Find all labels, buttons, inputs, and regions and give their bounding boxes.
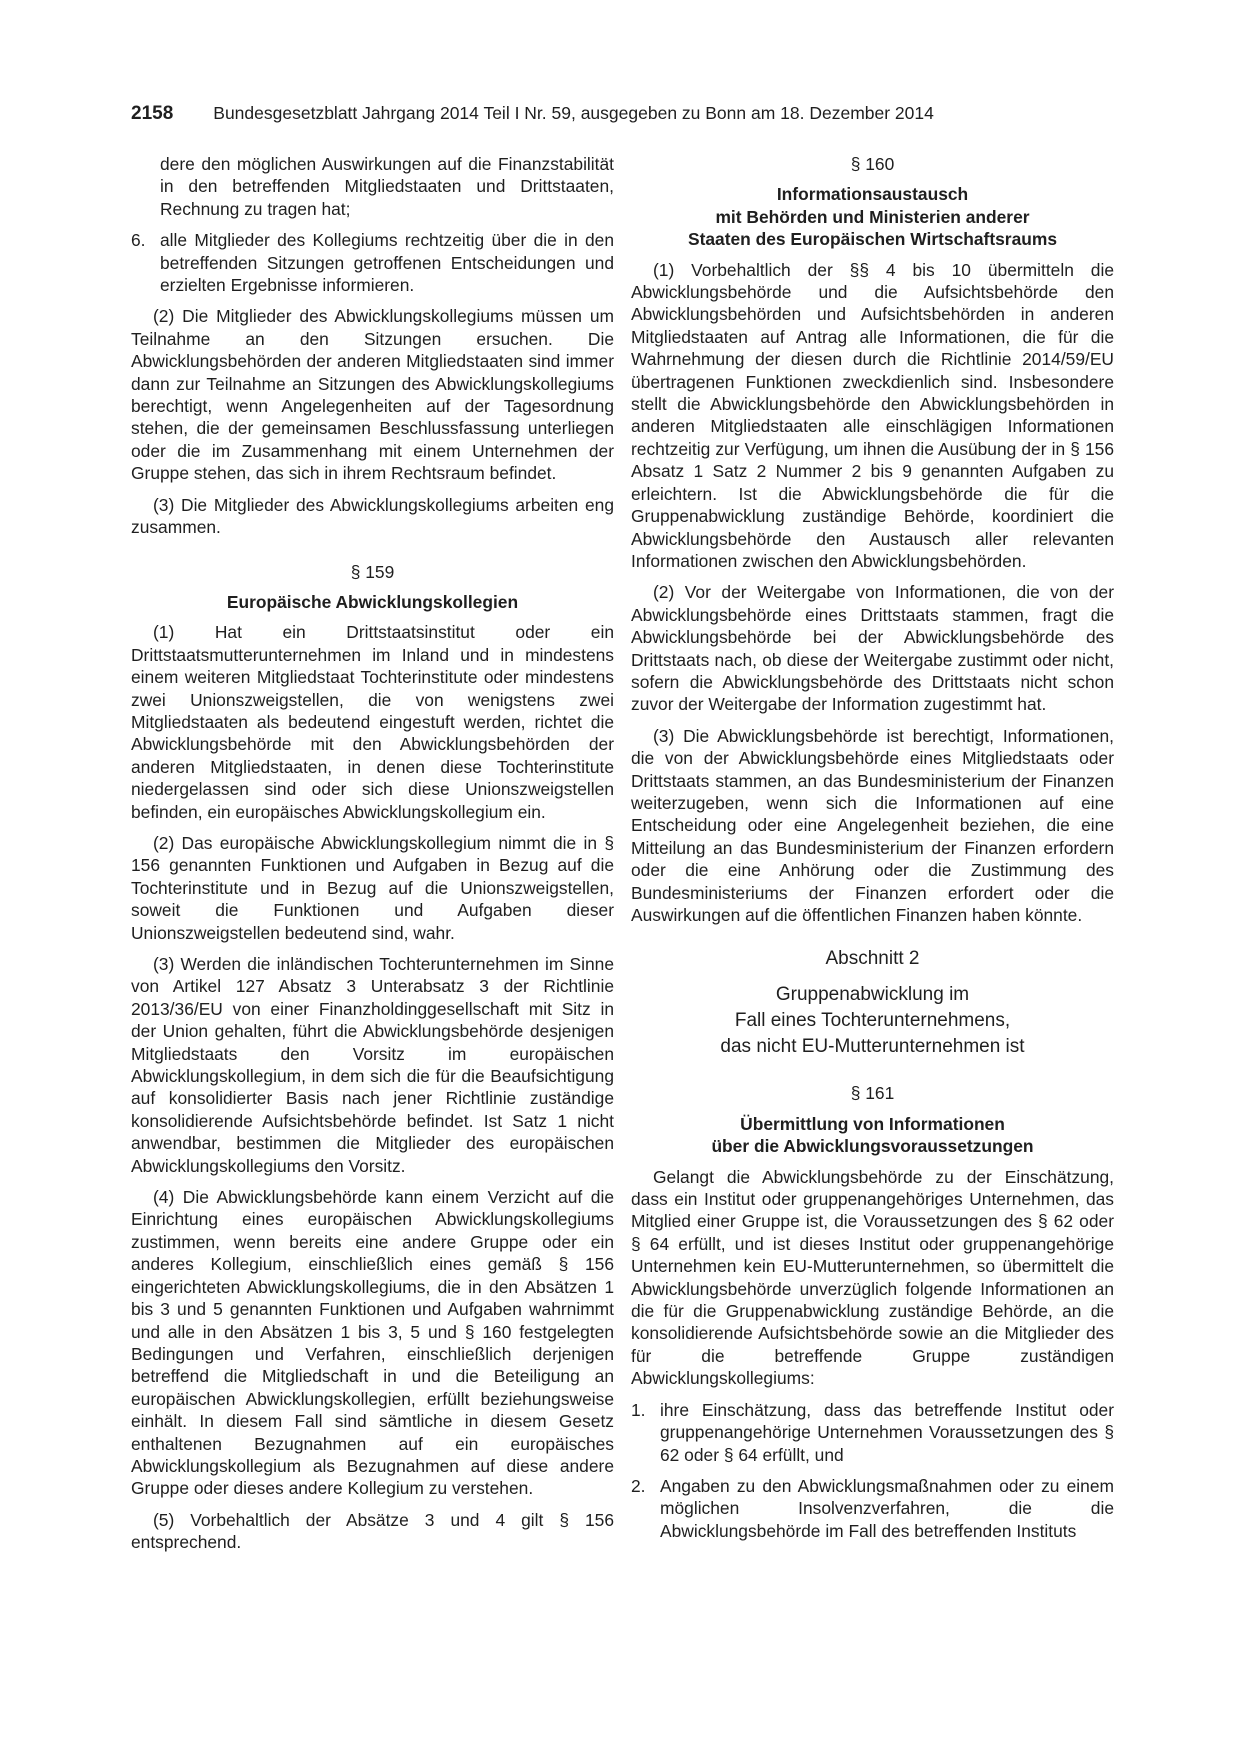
list-item-text: ihre Einschätzung, dass das betreffende Institut oder gruppenangehörige Unternehmen Voraussetzungen des § 62 oder § 64 erfüllt, und xyxy=(660,1399,1114,1465)
section-160-title xyxy=(631,183,1114,250)
paragraph-160-1: (1) Vorbehaltlich der §§ 4 bis 10 übermitteln die Abwicklungsbehörde und die Aufsichtsbehörde den Abwicklungsbehörden und Aufsichtsbehörden in anderen Mitgliedstaaten auf Antrag alle Informationen, die für die Wahrnehmung der diesen durch die Richtlinie 2014/59/EU übertragenen Funktionen zweckdienlich sind. Insbesondere stellt die Abwicklungsbehörde den Abwicklungsbehörden in anderen Mitgliedstaaten alle einschlägigen Informationen rechtzeitig zur Verfügung, um ihnen die Ausübung der in § 156 Absatz 1 Satz 2 Nummer 2 bis 9 genannten Aufgaben zu erleichtern. Ist die Abwicklungsbehörde die für die Gruppenabwicklung zuständige Behörde, koordiniert die Abwicklungsbehörde den Austausch aller relevanten Informationen zwischen den Abwicklungsbehörden. xyxy=(631,259,1114,571)
list-item-number: 2. xyxy=(631,1475,646,1496)
section-161-number: § 161 xyxy=(850,1083,895,1104)
abschnitt-heading: Abschnitt 2 xyxy=(825,948,920,970)
paragraph-158-3: (3) Die Mitglieder des Abwicklungskollegiums arbeiten eng zusammen. xyxy=(131,494,614,538)
list-item-number: 6. xyxy=(131,230,146,251)
section-title-line: mit Behörden und Ministerien anderer xyxy=(715,206,1030,227)
section-159-number: § 159 xyxy=(350,561,395,582)
abschnitt-title-line: Fall eines Tochterunternehmens, xyxy=(734,1010,1011,1032)
right-column xyxy=(631,153,1114,1551)
list-item-1 xyxy=(631,1399,1114,1466)
abschnitt-title-line: das nicht EU-Mutterunternehmen ist xyxy=(720,1036,1025,1058)
section-159-title xyxy=(131,591,614,613)
list-item-number: 1. xyxy=(631,1399,646,1420)
left-column xyxy=(131,153,614,1563)
section-title-line: Staaten des Europäischen Wirtschaftsraums xyxy=(687,229,1058,250)
section-title-line: Informationsaustausch xyxy=(776,184,969,205)
section-title-line: über die Abwicklungsvoraussetzungen xyxy=(711,1136,1034,1157)
list-item-text: alle Mitglieder des Kollegiums rechtzeitig über die in den betreffenden Sitzungen getroffenen Entscheidungen und erzielten Ergebnisse informieren. xyxy=(160,230,614,296)
paragraph-158-2: (2) Die Mitglieder des Abwicklungskollegiums müssen um Teilnahme an den Sitzungen ersuchen. Die Abwicklungsbehörden der anderen Mitgliedstaaten sind immer dann zur Teilnahme an Sitzungen des Abwicklungskollegiums berechtigt, wenn Angelegenheiten auf der Tagesordnung stehen, die der gemeinsamen Beschlussfassung unterliegen oder die im Zusammenhang mit einem Unternehmen der Gruppe stehen, das sich in ihrem Rechtsraum befindet. xyxy=(131,306,614,484)
section-160-number: § 160 xyxy=(850,154,895,174)
paragraph-159-2: (2) Das europäische Abwicklungskollegium nimmt die in § 156 genannten Funktionen und Aufgaben in Bezug auf die Tochterinstitute und in Bezug auf die Unionszweigstellen, soweit die Funktionen und Aufgaben dieser Unionszweigstellen bedeutend sind, wahr. xyxy=(131,832,614,943)
abschnitt-title xyxy=(631,982,1114,1060)
paragraph-161: Gelangt die Abwicklungsbehörde zu der Einschätzung, dass ein Institut oder gruppenangehöriges Unternehmen, das Mitglied einer Gruppe ist, die Voraussetzungen des § 62 oder § 64 erfüllt, und ist dieses Institut oder gruppenangehörige Unternehmen kein EU-Mutterunternehmen, so übermittelt die Abwicklungsbehörde unverzüglich folgende Informationen an die für die Gruppenabwicklung zuständige Behörde, an die konsolidierende Aufsichtsbehörde sowie an die Mitglieder des für die betreffende Gruppe zuständigen Abwicklungskollegiums: xyxy=(631,1166,1114,1389)
page-number: 2158 xyxy=(131,103,174,124)
section-title-line: Europäische Abwicklungskollegien xyxy=(226,591,519,612)
list-item-text: Angaben zu den Abwicklungsmaßnahmen oder zu einem möglichen Insolvenzverfahren, die die Abwicklungsbehörde im Fall des betreffenden Instituts xyxy=(660,1475,1114,1541)
list-item-5-continuation: dere den möglichen Auswirkungen auf die Finanzstabilität in den betreffenden Mitgliedstaaten und Drittstaaten, Rechnung zu tragen hat; xyxy=(160,154,614,219)
section-161-title xyxy=(631,1113,1114,1158)
section-title-line: Übermittlung von Informationen xyxy=(740,1113,1005,1134)
paragraph-160-3: (3) Die Abwicklungsbehörde ist berechtigt, Informationen, die von der Abwicklungsbehörde eines Mitgliedstaats oder Drittstaats stammen, an das Bundesministerium der Finanzen weiterzugeben, wenn sich die Informationen auf eine Entscheidung oder eine Angelegenheit beziehen, die eine Mitteilung an das Bundesministerium der Finanzen erfordern oder die eine Anhörung oder die Zustimmung des Bundesministeriums der Finanzen erfordert oder die Auswirkungen auf die öffentlichen Finanzen haben könnte. xyxy=(631,725,1114,925)
journal-title: Bundesgesetzblatt Jahrgang 2014 Teil I Nr. 59, ausgegeben zu Bonn am 18. Dezember 2014 xyxy=(213,103,934,123)
list-item-2 xyxy=(631,1475,1114,1542)
page-header xyxy=(131,101,1111,126)
paragraph-159-4: (4) Die Abwicklungsbehörde kann einem Verzicht auf die Einrichtung eines europäischen Abwicklungskollegiums zustimmen, wenn bereits eine andere Gruppe oder ein anderes Kollegium, einschließlich eines gemäß § 156 eingerichteten Abwicklungskollegiums, die in den Absätzen 1 bis 3 und 5 genannten Funktionen und Aufgaben wahrnimmt und alle in den Absätzen 1 bis 3, 5 und § 160 festgelegten Bedingungen und Verfahren, einschließlich derjenigen betreffend die Mitgliedschaft in und die Beteiligung an europäischen Abwicklungskollegien, erfüllt beziehungsweise einhält. In diesem Fall sind sämtliche in diesem Gesetz enthaltenen Bezugnahmen auf ein europäisches Abwicklungskollegium als Bezugnahmen auf diese andere Gruppe oder dieses andere Kollegium zu verstehen. xyxy=(131,1187,614,1499)
abschnitt-title-line: Gruppenabwicklung im xyxy=(775,984,970,1006)
list-item-6 xyxy=(131,229,614,296)
paragraph-159-3: (3) Werden die inländischen Tochterunternehmen im Sinne von Artikel 127 Absatz 3 Unterabsatz 3 der Richtlinie 2013/36/EU von einer Finanzholdinggesellschaft mit Sitz in der Union gehalten, führt die Abwicklungsbehörde desjenigen Mitgliedstaats den Vorsitz im europäischen Abwicklungskollegium, in dem sich die für die Beaufsichtigung auf konsolidierter Basis nach jener Richtlinie zuständige konsolidierende Aufsichtsbehörde befindet. Ist Satz 1 nicht anwendbar, bestimmen die Mitglieder des europäischen Abwicklungskollegiums den Vorsitz. xyxy=(131,954,614,1176)
paragraph-159-5: (5) Vorbehaltlich der Absätze 3 und 4 gilt § 156 entsprechend. xyxy=(131,1509,614,1553)
paragraph-160-2: (2) Vor der Weitergabe von Informationen, die von der Abwicklungsbehörde eines Drittstaats stammen, fragt die Abwicklungsbehörde bei der Abwicklungsbehörde des Drittstaats nach, ob diese der Weitergabe zustimmt oder nicht, sofern die Abwicklungsbehörde des Drittstaats nicht schon zuvor der Weitergabe der Information zugestimmt hat. xyxy=(631,582,1114,715)
paragraph-159-1: (1) Hat ein Drittstaatsinstitut oder ein Drittstaatsmutterunternehmen im Inland und in mindestens einem weiteren Mitgliedstaat Tochterinstitute oder mindestens zwei Unionszweigstellen, die von wenigstens zwei Mitgliedstaaten als bedeutend eingestuft werden, richtet die Abwicklungsbehörde mit den Abwicklungsbehörden der anderen Mitgliedstaaten, in denen diese Tochterinstitute niedergelassen sind oder sich diese Unionszweigstellen befinden, ein europäisches Abwicklungskollegium ein. xyxy=(131,622,614,822)
